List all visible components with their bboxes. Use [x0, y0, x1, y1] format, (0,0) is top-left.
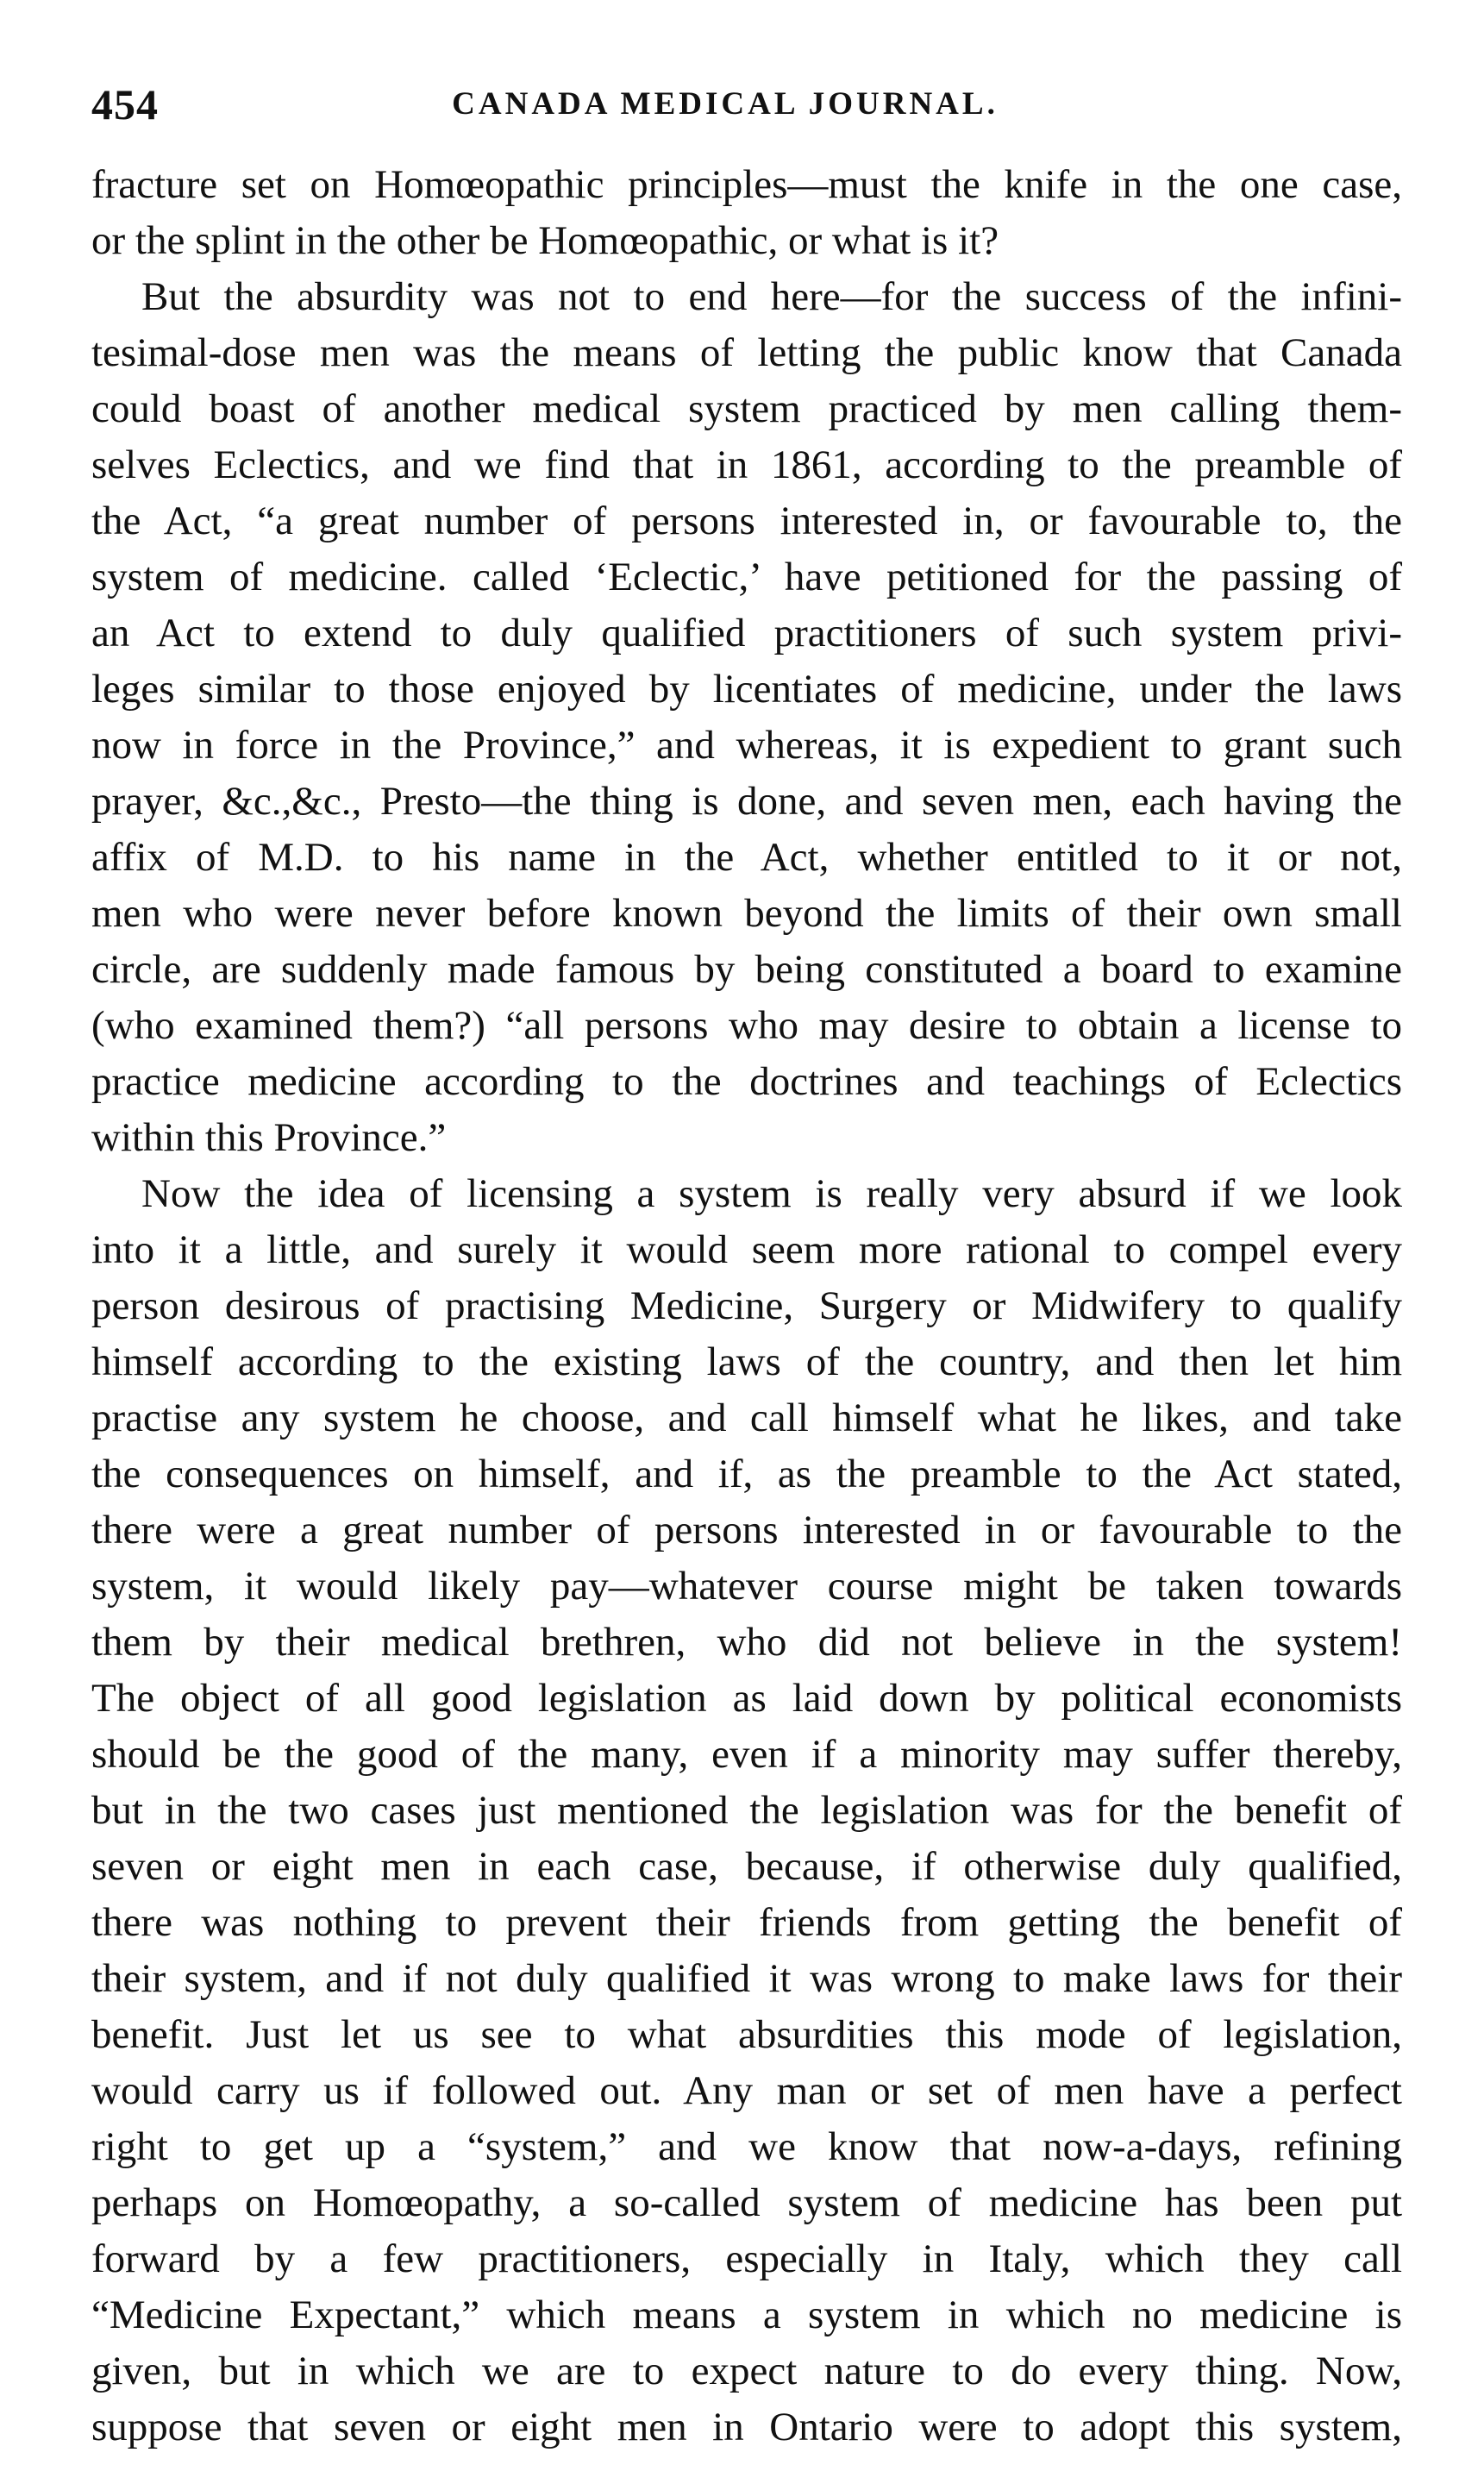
text-line: an Act to extend to duly qualified practitioners of such system privi- [91, 611, 1402, 655]
text-line: forward by a few practitioners, especially in Italy, which they call [91, 2236, 1402, 2281]
text-line: their system, and if not duly qualified it was wrong to make laws for their [91, 1956, 1402, 2001]
text-line: fracture set on Homœopathic principles—must the knife in the one case, [91, 162, 1402, 207]
text-line: system, it would likely pay—whatever course might be taken towards [91, 1564, 1402, 1609]
text-line: “Medicine Expectant,” which means a system in which no medicine is [91, 2293, 1402, 2337]
text-line: there were a great number of persons interested in or favourable to the [91, 1508, 1402, 1552]
text-line: Now the idea of licensing a system is really very absurd if we look [141, 1171, 1402, 1216]
text-line: prayer, &c.,&c., Presto—the thing is done, and seven men, each having the [91, 779, 1402, 824]
text-line: benefit. Just let us see to what absurdities this mode of legislation, [91, 2012, 1402, 2057]
text-line: person desirous of practising Medicine, Surgery or Midwifery to qualify [91, 1283, 1402, 1328]
text-line: the consequences on himself, and if, as the preamble to the Act stated, [91, 1452, 1402, 1496]
text-line: practice medicine according to the doctrines and teachings of Eclectics [91, 1059, 1402, 1104]
text-line: should be the good of the many, even if a minority may suffer thereby, [91, 1732, 1402, 1777]
running-head [91, 74, 1359, 135]
page-number: 454 [91, 80, 159, 129]
text-line: himself according to the existing laws of the country, and then let him [91, 1339, 1402, 1384]
journal-title: CANADA MEDICAL JOURNAL. [452, 86, 999, 122]
text-line: circle, are suddenly made famous by being constituted a board to examine [91, 947, 1402, 992]
text-line: perhaps on Homœopathy, a so-called system of medicine has been put [91, 2180, 1402, 2225]
text-line: but in the two cases just mentioned the legislation was for the benefit of [91, 1788, 1402, 1833]
text-line: suppose that seven or eight men in Ontario were to adopt this system, [91, 2405, 1402, 2449]
text-line: within this Province.” [91, 1115, 447, 1160]
text-line: practise any system he choose, and call himself what he likes, and take [91, 1396, 1402, 1440]
text-line: them by their medical brethren, who did not believe in the system! [91, 1620, 1402, 1665]
text-line: seven or eight men in each case, because, if otherwise duly qualified, [91, 1844, 1402, 1889]
text-line: The object of all good legislation as laid down by political economists [91, 1676, 1402, 1721]
text-line: the Act, “a great number of persons interested in, or favourable to, the [91, 499, 1402, 543]
text-line: leges similar to those enjoyed by licentiates of medicine, under the laws [91, 667, 1402, 712]
text-line: affix of M.D. to his name in the Act, whether entitled to it or not, [91, 835, 1402, 880]
text-line: would carry us if followed out. Any man or set of men have a perfect [91, 2068, 1402, 2113]
text-line: system of medicine. called ‘Eclectic,’ have petitioned for the passing of [91, 555, 1402, 599]
article-body [91, 157, 1402, 2456]
text-line: now in force in the Province,” and whereas, it is expedient to grant such [91, 723, 1402, 768]
text-line: But the absurdity was not to end here—for the success of the infini- [141, 274, 1402, 319]
text-line: given, but in which we are to expect nature to do every thing. Now, [91, 2349, 1402, 2393]
text-line: into it a little, and surely it would seem more rational to compel every [91, 1227, 1402, 1272]
text-line: men who were never before known beyond the limits of their own small [91, 891, 1402, 936]
text-line: (who examined them?) “all persons who may desire to obtain a license to [91, 1003, 1402, 1048]
text-line: selves Eclectics, and we find that in 1861, according to the preamble of [91, 442, 1402, 487]
text-line: could boast of another medical system practiced by men calling them- [91, 386, 1402, 431]
text-line: or the splint in the other be Homœopathic, or what is it? [91, 218, 999, 263]
text-line: there was nothing to prevent their friends from getting the benefit of [91, 1900, 1402, 1945]
text-line: right to get up a “system,” and we know that now-a-days, refining [91, 2124, 1402, 2169]
text-line: tesimal-dose men was the means of letting the public know that Canada [91, 330, 1402, 375]
